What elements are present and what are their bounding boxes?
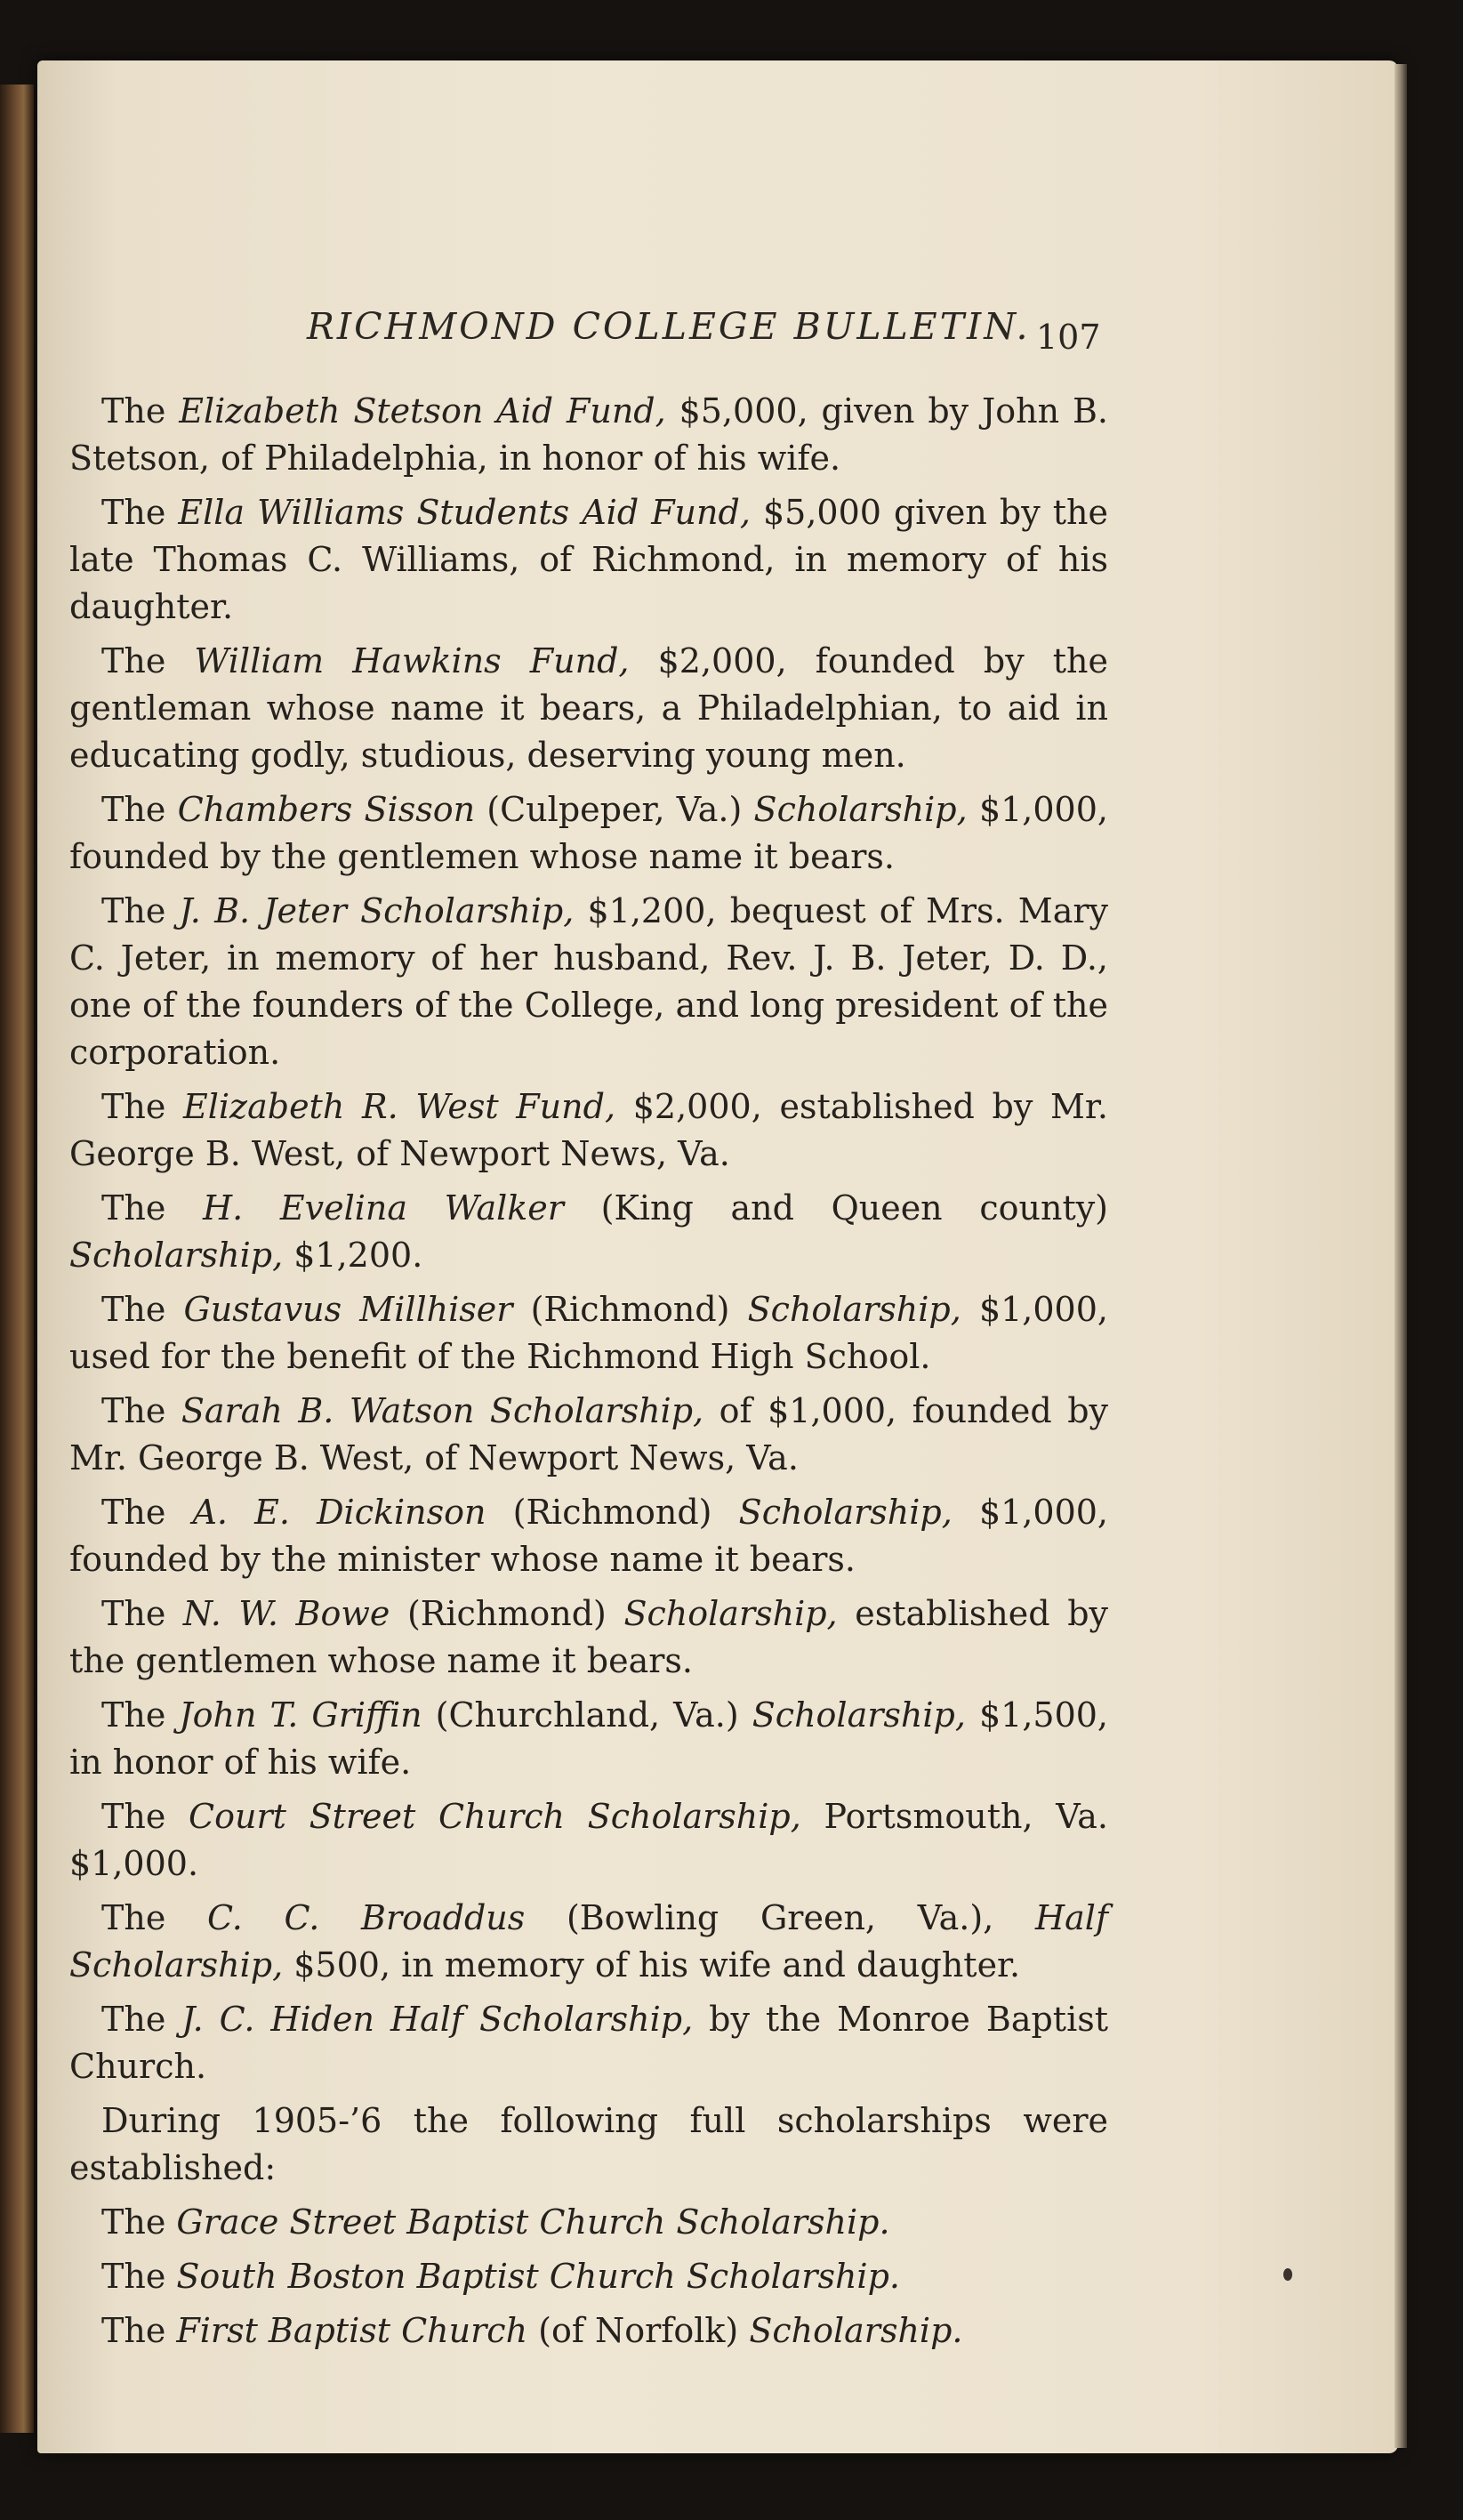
paragraph xyxy=(69,1692,1108,1786)
fund-name: H. Evelina Walker xyxy=(202,1188,564,1228)
paragraph-text: $5,000 given by the late Thomas C. Williams, of Richmond, in memory of his daughter. xyxy=(69,493,1109,626)
running-title: RICHMOND COLLEGE BULLETIN. xyxy=(307,305,1031,348)
fund-name: Gustavus Millhiser xyxy=(183,1290,513,1329)
paragraph-text: The xyxy=(101,1290,184,1329)
paragraph xyxy=(69,2097,1108,2192)
paragraph xyxy=(69,1590,1108,1685)
fund-name: C. C. Broaddus xyxy=(207,1898,526,1937)
paragraph-text: The xyxy=(101,1898,208,1937)
paragraph-text: The xyxy=(101,2257,177,2296)
fund-name: Half Scholarship, xyxy=(69,1898,1109,1985)
fund-name: Scholarship, xyxy=(753,790,968,829)
paragraph-text: The xyxy=(101,1695,180,1735)
paragraph-text: (Churchland, Va.) xyxy=(422,1695,752,1735)
fund-name: South Boston Baptist Church Scholarship. xyxy=(176,2257,900,2296)
fund-name: John T. Griffin xyxy=(179,1695,422,1735)
fund-name: Scholarship, xyxy=(623,1594,838,1633)
paragraph-text: (Bowling Green, Va.), xyxy=(525,1898,1035,1937)
paragraph-text: by the Monroe Baptist Church. xyxy=(69,2000,1109,2086)
paragraph-text: $1,000, founded by the gentlemen whose name it bears. xyxy=(69,790,1108,876)
fund-name: Grace Street Baptist Church Scholarship. xyxy=(176,2202,890,2242)
fund-name: Scholarship, xyxy=(747,1290,961,1329)
paragraph xyxy=(69,638,1108,779)
paragraph-text: established by the gentlemen whose name it bears. xyxy=(69,1594,1108,1680)
paragraph-text: The xyxy=(101,790,178,829)
fund-name: Court Street Church Scholarship, xyxy=(189,1797,801,1836)
fund-name: N. W. Bowe xyxy=(182,1594,390,1633)
paragraph xyxy=(69,1083,1108,1178)
paragraph-text: The xyxy=(101,1594,183,1633)
paragraph-text: The xyxy=(101,2000,182,2039)
paragraph-text: $1,000, used for the benefit of the Richmond High School. xyxy=(69,1290,1108,1376)
paragraph-text: The xyxy=(101,391,180,431)
paragraph-text: (Richmond) xyxy=(390,1594,624,1633)
fund-name: A. E. Dickinson xyxy=(192,1493,486,1532)
fund-name: Scholarship. xyxy=(749,2311,963,2350)
fund-name: J. C. Hiden Half Scholarship, xyxy=(181,2000,694,2039)
paragraph-text: The xyxy=(101,2202,177,2242)
paragraph xyxy=(69,1286,1108,1381)
paragraph-text: The xyxy=(101,493,179,532)
facing-page-edge xyxy=(0,85,34,2433)
fund-name: Scholarship, xyxy=(69,1236,284,1275)
paragraph-text: (of Norfolk) xyxy=(527,2311,750,2350)
paragraph-text: $2,000, established by Mr. George B. West, of Newport News, Va. xyxy=(69,1087,1108,1173)
paragraph xyxy=(69,2253,1108,2300)
paragraph-text: The xyxy=(101,2311,177,2350)
paragraph-text: The xyxy=(101,1493,193,1532)
paragraph-text: The xyxy=(101,1188,203,1228)
page-header xyxy=(0,245,1463,357)
page-fore-edge xyxy=(1395,64,1407,2448)
paragraph-text: The xyxy=(101,891,180,930)
body-text xyxy=(69,388,1108,2362)
paragraph-text: (King and Queen county) xyxy=(563,1188,1109,1228)
paragraph-text: $1,000, founded by the minister whose name it bears. xyxy=(69,1493,1109,1579)
paragraph xyxy=(69,888,1108,1076)
paragraph xyxy=(69,1895,1108,1989)
paragraph-text: $5,000, given by John B. Stetson, of Philadelphia, in honor of his wife. xyxy=(69,391,1108,478)
fund-name: Sarah B. Watson Scholarship, xyxy=(181,1391,704,1430)
paragraph xyxy=(69,2199,1108,2246)
paragraph-text: $1,200, bequest of Mrs. Mary C. Jeter, in memory of her husband, Rev. J. B. Jeter, D. D., one of the founders of the College, and long president of the corporation. xyxy=(69,891,1108,1072)
paragraph-text: During 1905-’6 the following full scholarships were established: xyxy=(69,2101,1108,2187)
fund-name: William Hawkins Fund, xyxy=(194,641,630,680)
fund-name: Scholarship, xyxy=(738,1493,953,1532)
paragraph-text: Portsmouth, Va. $1,000. xyxy=(69,1797,1108,1883)
paragraph-text: of $1,000, founded by Mr. George B. West, of Newport News, Va. xyxy=(69,1391,1109,1477)
page-number: 107 xyxy=(1036,318,1101,357)
paragraph-text: $1,200. xyxy=(283,1236,423,1275)
paragraph-text: $1,500, in honor of his wife. xyxy=(69,1695,1109,1782)
fund-name: Chambers Sisson xyxy=(177,790,476,829)
paragraph-text: $500, in memory of his wife and daughter. xyxy=(283,1945,1021,1985)
paragraph xyxy=(69,2307,1108,2355)
fund-name: Elizabeth R. West Fund, xyxy=(183,1087,616,1126)
paragraph-text: The xyxy=(101,1087,184,1126)
fund-name: Elizabeth Stetson Aid Fund, xyxy=(179,391,666,431)
paragraph xyxy=(69,489,1108,631)
paragraph-text: The xyxy=(101,1391,181,1430)
fund-name: Scholarship, xyxy=(752,1695,966,1735)
paragraph xyxy=(69,1793,1108,1888)
paragraph xyxy=(69,1996,1108,2090)
paragraph-text: $2,000, founded by the gentleman whose name it bears, a Philadelphian, to aid in educating godly, studious, deserving young men. xyxy=(69,641,1109,775)
paragraph-text: The xyxy=(101,1797,189,1836)
paragraph xyxy=(69,786,1108,881)
paragraph-text: (Richmond) xyxy=(512,1290,748,1329)
paragraph xyxy=(69,388,1108,482)
fund-name: Ella Williams Students Aid Fund, xyxy=(178,493,751,532)
paragraph-text: The xyxy=(101,641,195,680)
fund-name: J. B. Jeter Scholarship, xyxy=(179,891,575,930)
paragraph xyxy=(69,1489,1108,1583)
ink-speck xyxy=(1283,2268,1292,2281)
paragraph-text: (Richmond) xyxy=(486,1493,739,1532)
paragraph-text: (Culpeper, Va.) xyxy=(475,790,754,829)
paragraph xyxy=(69,1388,1108,1482)
fund-name: First Baptist Church xyxy=(176,2311,528,2350)
paragraph xyxy=(69,1185,1108,1279)
